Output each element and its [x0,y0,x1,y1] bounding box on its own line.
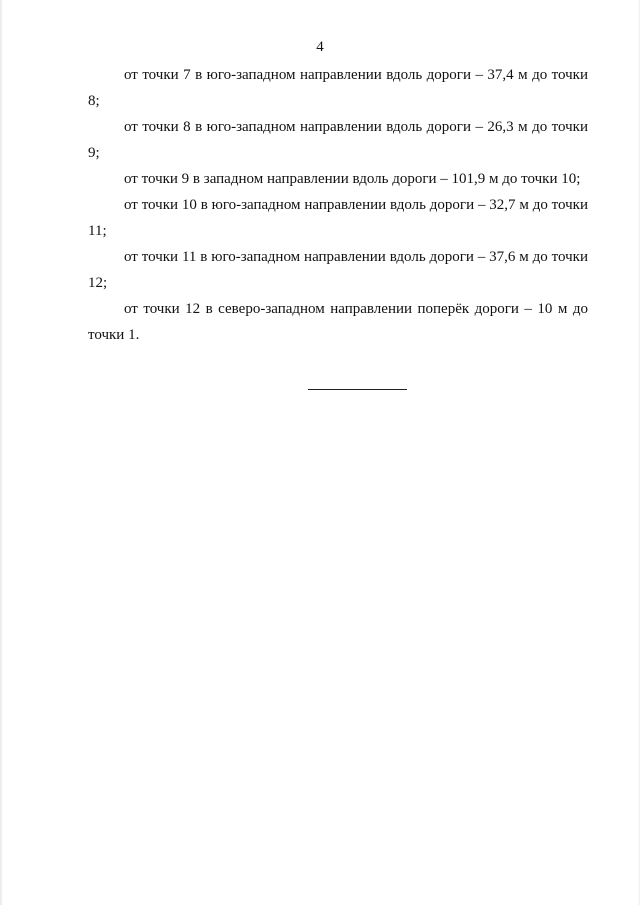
paragraph-route-segment: от точки 9 в западном направлении вдоль дороги – 101,9 м до точки 10; [124,171,581,187]
end-separator-line [308,389,407,390]
paragraph-route-segment: от точки 7 в юго-западном направлении вдоль дороги – 37,4 м до точки 8; [88,67,588,109]
paragraph-route-segment: от точки 11 в юго-западном направлении вдоль дороги – 37,6 м до точки 12; [88,249,588,291]
paragraph-route-segment: от точки 10 в юго-западном направлении вдоль дороги – 32,7 м до точки 11; [88,197,588,239]
document-body [88,62,588,348]
paragraph-route-segment: от точки 12 в северо-западном направлении поперёк дороги – 10 м до точки 1. [88,301,588,343]
scan-edge-left [0,0,3,905]
paragraph-route-segment: от точки 8 в юго-западном направлении вдоль дороги – 26,3 м до точки 9; [88,119,588,161]
page-number: 4 [316,39,324,55]
